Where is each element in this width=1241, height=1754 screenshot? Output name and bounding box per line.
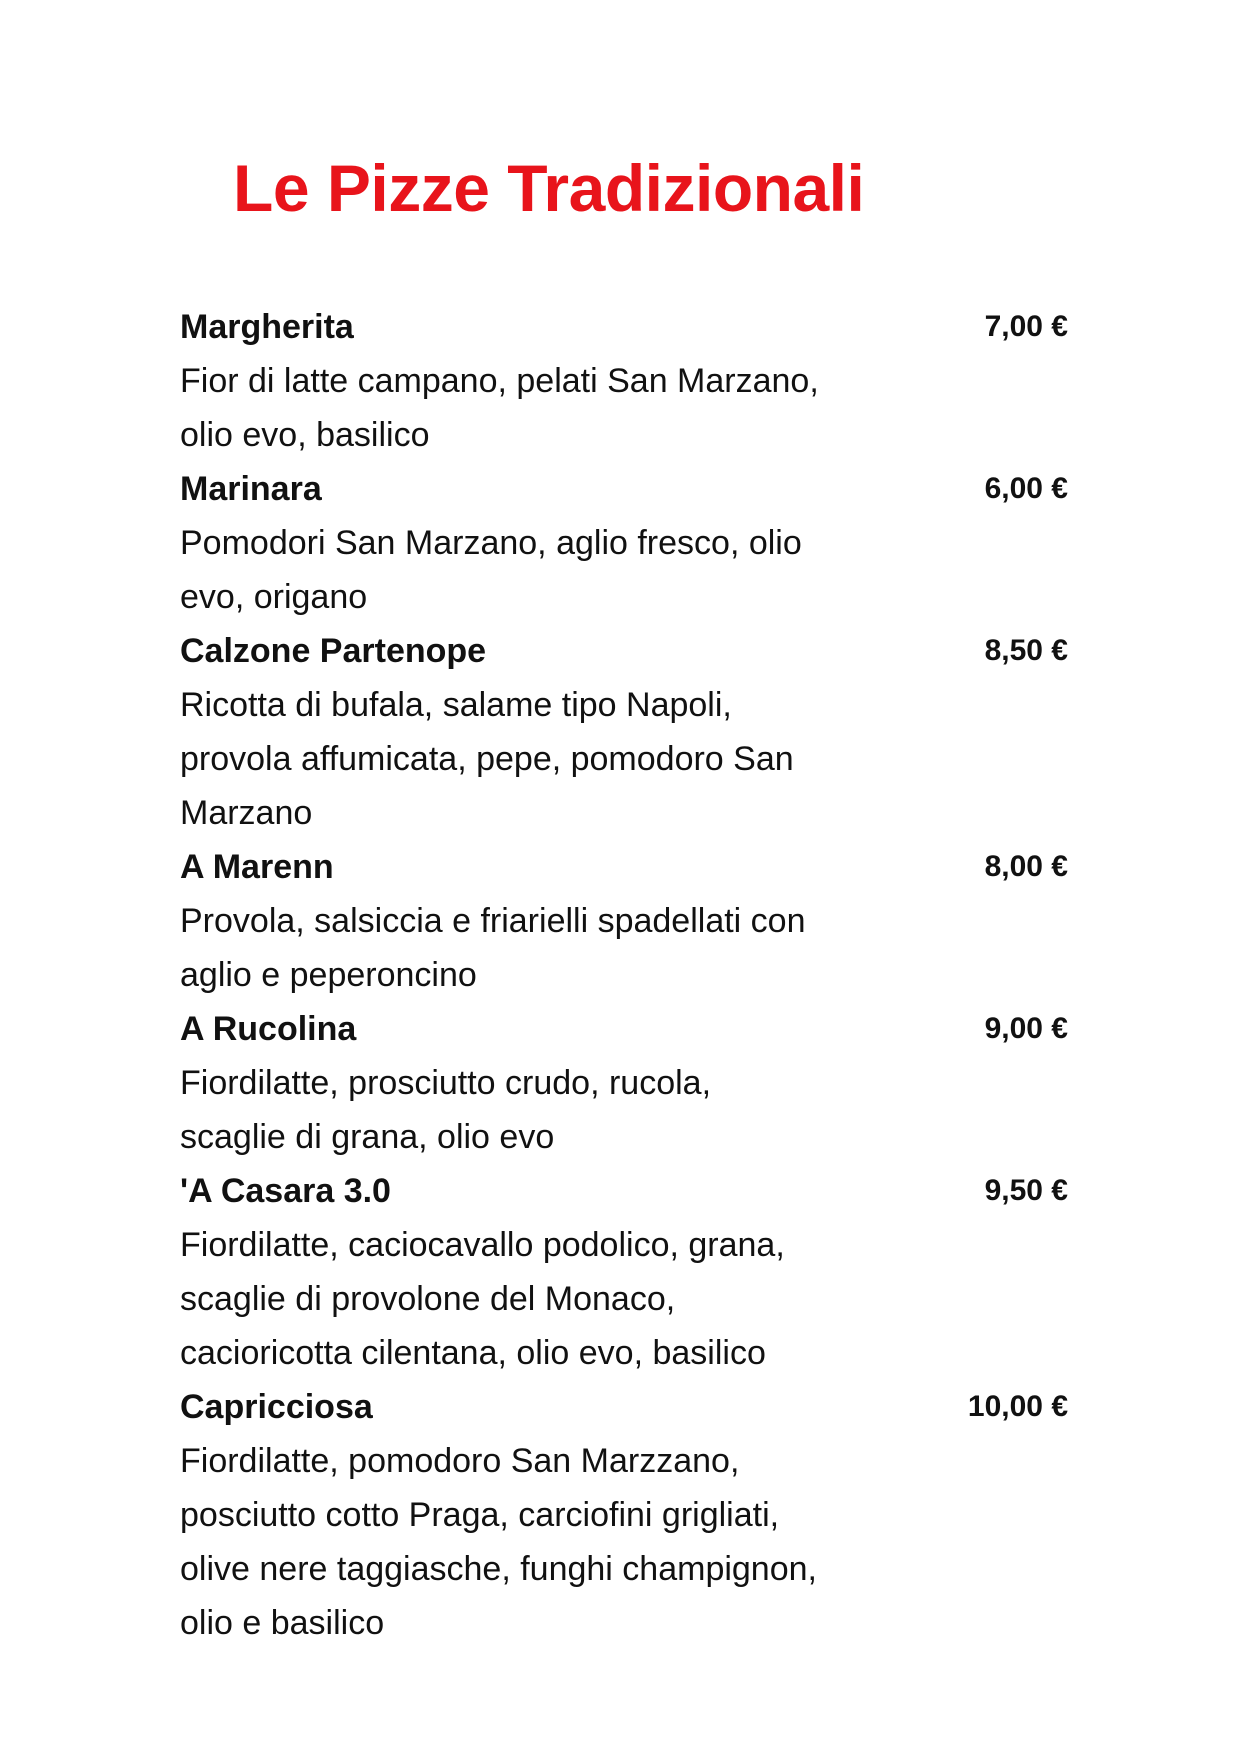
menu-item [180,1002,1080,1164]
menu-item-description [180,1434,1080,1650]
menu-item-description [180,1218,1080,1380]
menu-item-description-line: cacioricotta cilentana, olio evo, basilico [180,1334,766,1372]
menu-item-price: 7,00 € [984,310,1068,343]
menu-item-price: 8,00 € [984,850,1068,883]
menu-item-price: 9,50 € [984,1174,1068,1207]
menu-item-description-line: Pomodori San Marzano, aglio fresco, olio [180,524,802,562]
menu-item-name: A Marenn [180,848,334,886]
menu-item-name: Marinara [180,470,322,508]
menu-item [180,1164,1080,1380]
menu-item-description [180,894,1080,1002]
menu-item-description-line: posciutto cotto Praga, carciofini grigliati, [180,1496,780,1534]
menu-item-description-line: Fiordilatte, caciocavallo podolico, grana, [180,1226,785,1264]
menu-item-description-line: Fiordilatte, prosciutto crudo, rucola, [180,1064,712,1102]
menu-item-price: 9,00 € [984,1012,1068,1045]
menu-item-description-line: olio e basilico [180,1604,385,1642]
menu-item-name: Capricciosa [180,1388,373,1426]
menu-item [180,462,1080,624]
menu-item-description-line: scaglie di grana, olio evo [180,1118,555,1156]
menu-item-description-line: Provola, salsiccia e friarielli spadellati con [180,902,806,940]
menu-item-description-line: olive nere taggiasche, funghi champignon, [180,1550,817,1588]
menu-item-price: 10,00 € [967,1390,1068,1423]
menu-item-description-line: provola affumicata, pepe, pomodoro San [180,740,794,778]
menu-item [180,624,1080,840]
menu-item-description [180,678,1080,840]
menu-list [180,300,1080,1650]
menu-item-price: 8,50 € [984,634,1068,667]
menu-item [180,1380,1080,1650]
page-title: Le Pizze Tradizionali [233,151,865,225]
menu-item-description-line: Fiordilatte, pomodoro San Marzzano, [180,1442,740,1480]
menu-item-description-line: Fior di latte campano, pelati San Marzano, [180,362,819,400]
menu-item-name: Margherita [180,308,354,346]
menu-item-name: A Rucolina [180,1010,357,1048]
menu-item [180,300,1080,462]
menu-item-description [180,1056,1080,1164]
menu-item-name: Calzone Partenope [180,632,487,670]
menu-item-description-line: olio evo, basilico [180,416,430,454]
menu-item-description-line: scaglie di provolone del Monaco, [180,1280,676,1318]
menu-item-price: 6,00 € [984,472,1068,505]
menu-item-description-line: Ricotta di bufala, salame tipo Napoli, [180,686,732,724]
menu-item-description-line: Marzano [180,794,313,832]
menu-item-description-line: evo, origano [180,578,368,616]
menu-item [180,840,1080,1002]
menu-item-description [180,354,1080,462]
menu-item-description-line: aglio e peperoncino [180,956,477,994]
menu-item-description [180,516,1080,624]
menu-item-name: 'A Casara 3.0 [180,1172,391,1210]
